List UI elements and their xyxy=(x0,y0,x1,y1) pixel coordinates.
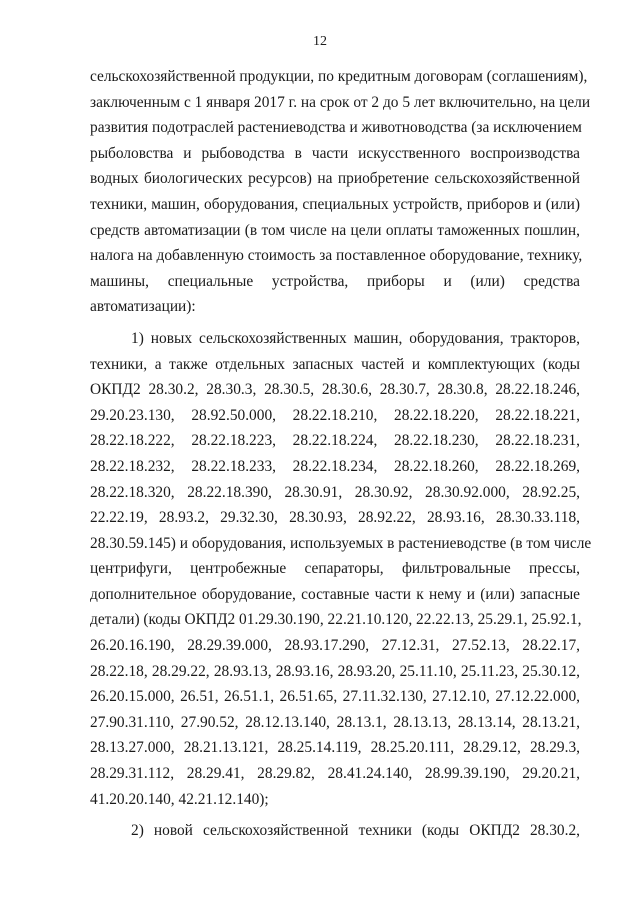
text-line: заключенным с 1 января 2017 г. на срок от 2 до 5 лет включительно, на цели xyxy=(90,93,591,111)
text-line: развития подотраслей растениеводства и животноводства (за исключением xyxy=(90,119,582,137)
text-line: 26.20.15.000, 26.51, 26.51.1, 26.51.65, 27.11.32.130, 27.12.10, 27.12.22.000, xyxy=(90,688,580,706)
text-line: налога на добавленную стоимость за поставленное оборудование, технику, xyxy=(90,247,583,265)
text-line: 28.30.59.145) и оборудования, используемых в растениеводстве (в том числе xyxy=(90,534,592,552)
text-line: детали) (коды ОКПД2 01.29.30.190, 22.21.10.120, 22.22.13, 25.29.1, 25.92.1, xyxy=(90,611,582,629)
paragraph-item-1 xyxy=(90,326,592,812)
text-line: сельскохозяйственной продукции, по кредитным договорам (соглашениям), xyxy=(90,68,588,85)
text-line: водных биологических ресурсов) на приобретение сельскохозяйственной xyxy=(90,170,580,188)
text-line: 28.29.31.112, 28.29.41, 28.29.82, 28.41.24.140, 28.99.39.190, 29.20.21, xyxy=(90,765,580,783)
text-line: 28.13.27.000, 28.21.13.121, 28.25.14.119, 28.25.20.111, 28.29.12, 28.29.3, xyxy=(90,739,580,757)
page-number: 12 xyxy=(313,34,327,49)
paragraph-intro xyxy=(90,64,591,320)
text-line: 29.20.23.130, 28.92.50.000, 28.22.18.210, 28.22.18.220, 28.22.18.221, xyxy=(90,406,580,424)
text-line: автоматизации): xyxy=(90,298,196,316)
text-line: 1) новых сельскохозяйственных машин, оборудования, тракторов, xyxy=(131,329,580,347)
text-line: рыболовства и рыбоводства в части искусственного воспроизводства xyxy=(90,144,580,162)
document-body xyxy=(90,64,592,844)
text-line: 28.22.18.222, 28.22.18.223, 28.22.18.224, 28.22.18.230, 28.22.18.231, xyxy=(90,432,580,450)
text-line: центрифуги, центробежные сепараторы, фильтровальные прессы, xyxy=(90,560,580,578)
text-line: 27.90.31.110, 27.90.52, 28.12.13.140, 28.13.1, 28.13.13, 28.13.14, 28.13.21, xyxy=(90,713,580,731)
text-line: 22.22.19, 28.93.2, 29.32.30, 28.30.93, 28.92.22, 28.93.16, 28.30.33.118, xyxy=(90,509,580,527)
text-line: техники, машин, оборудования, специальных устройств, приборов и (или) xyxy=(90,195,580,213)
text-line: средств автоматизации (в том числе на цели оплаты таможенных пошлин, xyxy=(90,221,580,239)
text-line: ОКПД2 28.30.2, 28.30.3, 28.30.5, 28.30.6, 28.30.7, 28.30.8, 28.22.18.246, xyxy=(90,381,580,399)
text-line: 28.22.18, 28.29.22, 28.93.13, 28.93.16, 28.93.20, 25.11.10, 25.11.23, 25.30.12, xyxy=(90,662,580,680)
paragraph-item-2 xyxy=(90,818,580,844)
text-line: техники, а также отдельных запасных частей и комплектующих (коды xyxy=(90,355,580,373)
text-line: машины, специальные устройства, приборы и (или) средства xyxy=(90,272,580,290)
text-line: 2) новой сельскохозяйственной техники (коды ОКПД2 28.30.2, xyxy=(131,822,580,840)
text-line: 28.22.18.320, 28.22.18.390, 28.30.91, 28.30.92, 28.30.92.000, 28.92.25, xyxy=(90,483,580,501)
text-line: 26.20.16.190, 28.29.39.000, 28.93.17.290, 27.12.31, 27.52.13, 28.22.17, xyxy=(90,637,580,655)
text-line: 28.22.18.232, 28.22.18.233, 28.22.18.234, 28.22.18.260, 28.22.18.269, xyxy=(90,457,580,475)
text-line: 41.20.20.140, 42.21.12.140); xyxy=(90,790,269,808)
text-line: дополнительное оборудование, составные части к нему и (или) запасные xyxy=(90,585,580,603)
